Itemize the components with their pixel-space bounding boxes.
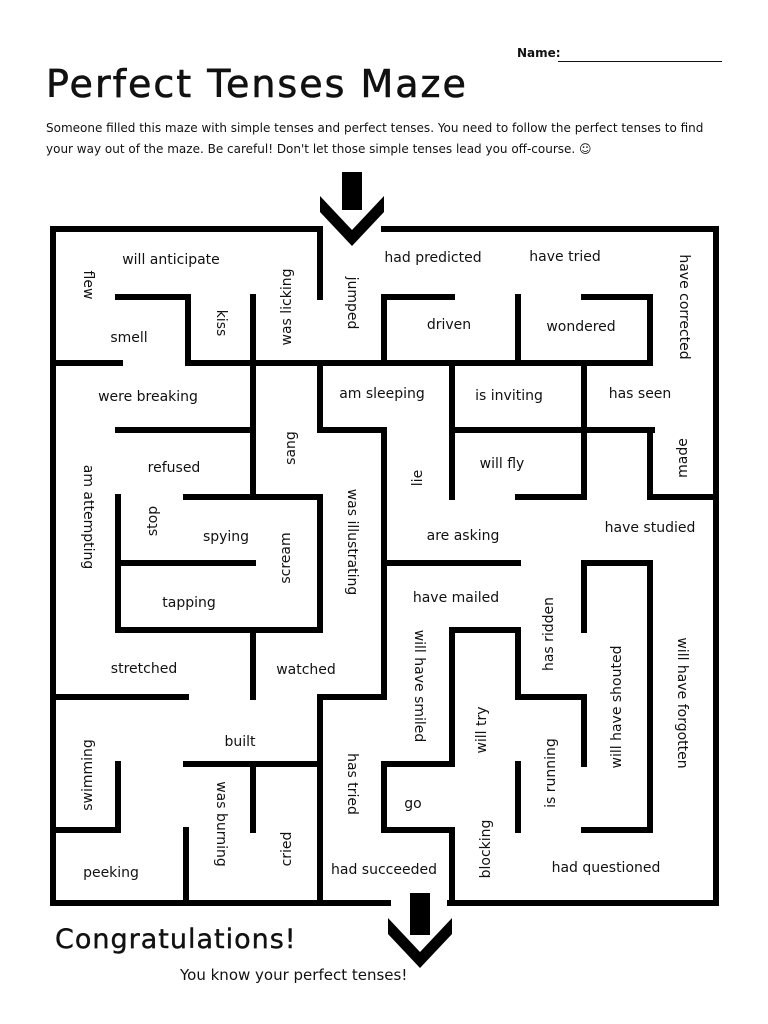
maze-word: have mailed: [412, 590, 500, 606]
maze-word: am sleeping: [339, 386, 425, 402]
maze-word: was licking: [279, 268, 295, 346]
maze-word: watched: [276, 662, 336, 678]
maze-word: have tried: [529, 249, 601, 265]
maze-word: made: [675, 438, 691, 478]
maze-word: sang: [283, 431, 299, 465]
maze-word: will have smiled: [411, 629, 427, 743]
maze-word: will have shouted: [609, 645, 625, 769]
maze-word: scream: [278, 532, 294, 584]
maze-word: cried: [279, 831, 295, 867]
maze-word: flew: [80, 270, 96, 300]
maze-word: have studied: [604, 520, 696, 536]
congratulations-heading: Congratulations!: [55, 924, 297, 955]
maze-word: stop: [145, 505, 161, 537]
maze-word: are asking: [426, 528, 500, 544]
maze-word: will anticipate: [122, 252, 220, 268]
maze-word: peeking: [83, 865, 139, 881]
maze-word: am attempting: [80, 464, 96, 570]
maze-word: had questioned: [551, 860, 661, 876]
maze-word: has seen: [608, 386, 672, 402]
arrow-down-icon: [320, 172, 384, 246]
maze-word: refused: [147, 460, 201, 476]
maze-word: tapping: [162, 595, 216, 611]
maze-word: spying: [202, 529, 250, 545]
maze-word: was illustrating: [344, 488, 360, 596]
congratulations-subtext: You know your perfect tenses!: [180, 966, 408, 984]
maze-word: will try: [474, 706, 490, 754]
maze-word: driven: [426, 317, 472, 333]
maze-word: smell: [110, 330, 148, 346]
maze-word: will fly: [479, 456, 525, 472]
maze-word: built: [224, 734, 256, 750]
maze-word: wondered: [546, 319, 616, 335]
maze-word: were breaking: [98, 389, 198, 405]
maze-word: is inviting: [475, 388, 543, 404]
maze-word: was burning: [213, 781, 229, 867]
maze-word: jumped: [344, 276, 360, 330]
arrow-down-icon: [388, 893, 452, 968]
name-label: Name:: [517, 46, 561, 60]
maze-word: had succeeded: [331, 862, 437, 878]
maze-word: blocking: [478, 819, 494, 879]
maze-word: swimming: [80, 739, 96, 811]
maze-word: is running: [543, 738, 559, 808]
maze-word: had predicted: [384, 250, 482, 266]
instructions-text: Someone filled this maze with simple tenses and perfect tenses. You need to follow the perfect tenses to find your way out of the maze. Be careful! Don't let those simple tenses lead you off-course. ☺: [46, 121, 704, 156]
maze-word: stretched: [110, 661, 178, 677]
maze-word: will have forgotten: [674, 637, 690, 769]
maze-word: lie: [410, 469, 426, 487]
maze-word: have corrected: [676, 254, 692, 360]
maze-word: has ridden: [541, 596, 557, 672]
maze-word: go: [404, 796, 422, 812]
page-title: Perfect Tenses Maze: [46, 62, 468, 106]
maze-word: kiss: [213, 309, 229, 337]
maze-word: has tried: [344, 753, 360, 815]
